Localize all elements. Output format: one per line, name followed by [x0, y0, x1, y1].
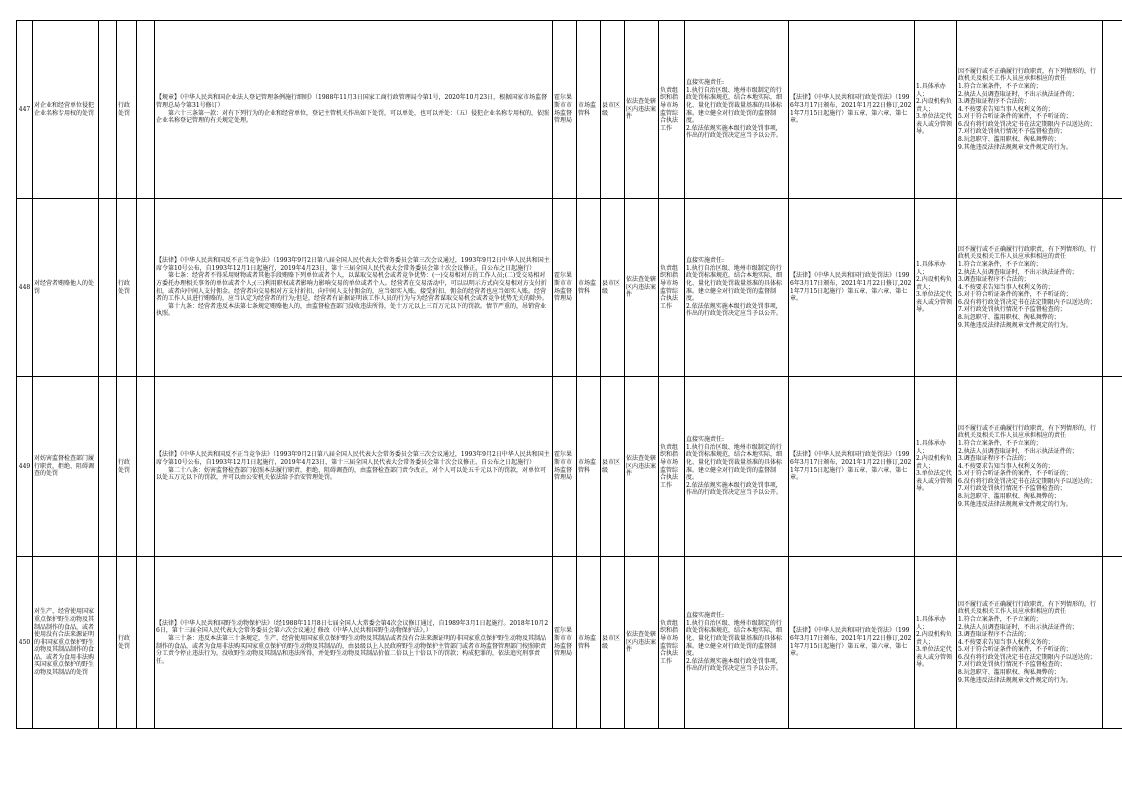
- table-body: [17, 21, 1122, 729]
- accountability-line: 4.不按要求告知当事人权利义务的；: [958, 283, 1054, 291]
- accountability-line: 9.其他违反法律法规规章文件规定的行为。: [958, 321, 1072, 329]
- table-row: [17, 377, 1122, 557]
- duty-basis-cell: [789, 377, 915, 557]
- resp-unit-cell: [659, 21, 685, 199]
- item-name-cell: [33, 377, 99, 557]
- duty-cell: [685, 199, 789, 377]
- duty-subject-cell: [915, 557, 957, 729]
- subject-cell: [553, 21, 577, 199]
- level-cell: [601, 377, 625, 557]
- accountability-cell: [957, 199, 1103, 377]
- legal-basis-paragraph: 【法律】《中华人民共和国野生动物保护法》（经1988年11月8日七届全国人大常委会第4次会议修订通过，自1989年3月1日起施行。2018年10月26日，第十三届全国人民代表大会常务委员会第六次会议通过 修改《中华人民共和国野生动物保护法》。）: [156, 619, 549, 635]
- scope-cell: [625, 377, 659, 557]
- sub-item-cell: [99, 557, 117, 729]
- duty-subject-line: 3.单位法定代表人或分管领导。: [916, 113, 953, 136]
- row-number: 449: [18, 462, 31, 470]
- item-code-cell: [137, 21, 155, 199]
- accountability-line: 5.对于符合听证条件的案件，不予听证的；: [958, 646, 1072, 654]
- scope-cell: [625, 21, 659, 199]
- accountability-line: 2.执法人员调查取证时，不出示执法证件的；: [958, 90, 1078, 98]
- duty-line: 2.依法依规实施本级行政处罚事项，作出的行政处罚决定应当予以公开。: [686, 302, 783, 318]
- row-number-cell: [17, 557, 33, 729]
- row-number-cell: [17, 21, 33, 199]
- undertaking-dept: 市场监管科: [578, 634, 597, 650]
- legal-basis-paragraph: 第六十三条第一款：对有下列行为的企业和经营单位，登记主管机关作出如下处罚，可以单处，也可以并处：（五）侵犯企业名称专用权的，依照企业名称登记管理的有关规定处理。: [156, 109, 550, 125]
- accountability-line: 5.对于符合听证条件的案件，不予听证的；: [958, 291, 1072, 299]
- accountability-line: 9.其他违反法律法规规章文件规定的行为。: [958, 676, 1072, 684]
- duty-subject-line: 1.具体承办人；: [916, 439, 946, 455]
- table-row: [17, 199, 1122, 377]
- undertaking-dept: 市场监管科: [578, 458, 597, 474]
- implementing-subject: 霍尔果斯市市场监督管理局: [554, 94, 573, 125]
- duty-line: 2.依法依规实施本级行政处罚事项，作出的行政处罚决定应当予以公开。: [686, 481, 783, 497]
- accountability-line: 2.执法人员调查取证时，不出示执法证件的；: [958, 623, 1078, 631]
- item-type: 行政处罚: [118, 458, 131, 474]
- legal-basis-paragraph: 【法律】《中华人民共和国反不正当竞争法》（1993年9月2日第八届全国人民代表大会常务委员会第三次会议通过，1993年9月2日中华人民共和国主席令第10号公布，自1993年12月1日起施行，2019年4月23日，第十三届全国人民代表大会常务委员会第十次会议修正，自公布之日起施行）: [156, 257, 550, 272]
- duty-subject-line: 1.具体承办人；: [916, 82, 946, 98]
- item-type-cell: [117, 557, 137, 729]
- legal-basis-paragraph: 第二十八条：妨害监督检查部门依照本法履行职责，拒绝、阻碍调查的，由监督检查部门责令改正，对个人可以处五千元以下的罚款，对单位可以处五万元以下的罚款，并可以由公安机关依法给予治安管理处罚。: [156, 466, 547, 482]
- legal-basis-paragraph: 第十九条：经营者违反本法第七条规定贿赂他人的，由监督检查部门没收违法所得，处十万元以上三百万元以下的罚款。情节严重的，吊销营业执照。: [156, 302, 547, 318]
- accountability-line: 1.符合立案条件，不予立案的；: [958, 260, 1042, 268]
- accountability-line: 2.执法人员调查取证时，不出示执法证件的；: [958, 268, 1078, 276]
- accountability-line: 3.调查取证程序不合法的；: [958, 631, 1030, 639]
- accountability-line: 4.不按要求告知当事人权利义务的；: [958, 105, 1054, 113]
- dept-cell: [577, 377, 601, 557]
- subject-cell: [553, 557, 577, 729]
- level-cell: [601, 199, 625, 377]
- accountability-line: 6.没有将行政处罚决定书在法定期限内予以送达的；: [958, 298, 1096, 306]
- item-type-cell: [117, 21, 137, 199]
- legal-basis-cell: [155, 377, 553, 557]
- duty-basis: 【法律】《中华人民共和国行政处罚法》（1996年3月17日颁布，2021年1月22日修订,2021年7月15日起施行）第五章、第六章、第七章。: [790, 451, 912, 482]
- dept-cell: [577, 199, 601, 377]
- duty-cell: [685, 557, 789, 729]
- item-type-cell: [117, 199, 137, 377]
- level-cell: [601, 21, 625, 199]
- duty-basis: 【法律】《中华人民共和国行政处罚法》（1996年3月17日颁布，2021年1月22日修订,2021年7月15日起施行）第五章、第六章、第七章。: [790, 627, 912, 658]
- duty-line: 直接实施责任:: [686, 436, 725, 444]
- accountability-line: 因不履行或不正确履行行政职责，有下列情形的，行政机关及相关工作人员应承担相应的责任: [958, 600, 1097, 616]
- accountability-line: 5.对于符合听证条件的案件，不予听证的；: [958, 470, 1072, 478]
- remark-cell: [1103, 21, 1122, 199]
- jurisdiction-scope: 依法查处辖区内违法案件: [626, 455, 657, 478]
- exercise-level: 县市区级: [602, 279, 621, 295]
- accountability-line: 9.其他违反法律法规规章文件规定的行为。: [958, 143, 1072, 151]
- accountability-line: 2.执法人员调查取证时，不出示执法证件的；: [958, 447, 1078, 455]
- accountability-line: 9.其他违反法律法规规章文件规定的行为。: [958, 500, 1072, 508]
- accountability-line: 8.玩忽职守、滥用职权、徇私舞弊的；: [958, 493, 1060, 501]
- jurisdiction-scope: 依法查处辖区内违法案件: [626, 276, 657, 299]
- sub-item-cell: [99, 199, 117, 377]
- duty-subject-line: 2.内设机构负责人；: [916, 98, 952, 113]
- item-type: 行政处罚: [118, 634, 131, 650]
- dept-cell: [577, 557, 601, 729]
- accountability-line: 8.玩忽职守、滥用职权、徇私舞弊的；: [958, 314, 1060, 322]
- accountability-line: 7.对行政处罚执行情况不予监督检查的；: [958, 485, 1066, 493]
- accountability-line: 4.不按要求告知当事人权利义务的；: [958, 638, 1054, 646]
- duty-basis: 【法律】《中华人民共和国行政处罚法》（1996年3月17日颁布，2021年1月22日修订,2021年7月15日起施行）第五章、第六章、第七章。: [790, 272, 912, 303]
- duty-subject-cell: [915, 377, 957, 557]
- duty-cell: [685, 377, 789, 557]
- duty-line: 1.执行自治区级、地州市级制定的行政处罚标准规范，结合本地实际，细化、量化行政处罚裁量基准的具体标准。建立健全对行政处罚的监督制度。: [686, 86, 783, 125]
- accountability-cell: [957, 557, 1103, 729]
- item-name-cell: [33, 199, 99, 377]
- item-name: 对经营者贿赂他人的处罚: [34, 279, 95, 295]
- subject-cell: [553, 199, 577, 377]
- duty-line: 1.执行自治区级、地州市级制定的行政处罚标准规范，结合本地实际，细化、量化行政处罚裁量基准的具体标准。建立健全对行政处罚的监督制度。: [686, 619, 783, 658]
- accountability-line: 因不履行或不正确履行行政职责，有下列情形的，行政机关及相关工作人员应承担相应的责任: [958, 245, 1097, 261]
- remark-cell: [1103, 557, 1122, 729]
- level-cell: [601, 557, 625, 729]
- accountability-line: 3.调查取证程序不合法的；: [958, 455, 1030, 463]
- table-row: [17, 557, 1122, 729]
- responsible-unit: 负责组织和指导市场监管综合执法工作: [660, 264, 679, 310]
- item-type-cell: [117, 377, 137, 557]
- responsible-unit: 负责组织和指导市场监管综合执法工作: [660, 619, 679, 665]
- accountability-line: 8.玩忽职守、滥用职权、徇私舞弊的；: [958, 136, 1060, 144]
- duty-subject-line: 2.内设机构负责人；: [916, 455, 952, 470]
- duty-line: 直接实施责任:: [686, 612, 725, 620]
- legal-basis-cell: [155, 199, 553, 377]
- duty-basis-cell: [789, 199, 915, 377]
- item-type: 行政处罚: [118, 279, 131, 295]
- accountability-line: 7.对行政处罚执行情况不予监督检查的；: [958, 128, 1066, 136]
- item-code-cell: [137, 199, 155, 377]
- responsible-unit: 负责组织和指导市场监管综合执法工作: [660, 86, 679, 132]
- table-row: [17, 21, 1122, 199]
- accountability-line: 7.对行政处罚执行情况不予监督检查的；: [958, 306, 1066, 314]
- remark-cell: [1103, 377, 1122, 557]
- row-number: 448: [18, 283, 31, 291]
- item-name: 对生产、经营使用国家重点保护野生动物及其制品制作的食品，或者使用没有合法来源证明的非国家重点保护野生动物及其制品制作的食品，或者为食用非法购买国家重点保护的野生动物及其制品的处罚: [34, 608, 95, 677]
- accountability-cell: [957, 377, 1103, 557]
- accountability-line: 6.没有将行政处罚决定书在法定期限内予以送达的；: [958, 477, 1096, 485]
- exercise-level: 县市区级: [602, 101, 621, 117]
- accountability-line: 3.调查取证程序不合法的；: [958, 98, 1030, 106]
- scope-cell: [625, 557, 659, 729]
- responsibility-table: [16, 20, 1122, 729]
- item-name-cell: [33, 21, 99, 199]
- row-number: 447: [18, 105, 31, 113]
- duty-subject-line: 2.内设机构负责人；: [916, 631, 952, 646]
- resp-unit-cell: [659, 377, 685, 557]
- accountability-line: 3.调查取证程序不合法的；: [958, 276, 1030, 284]
- accountability-line: 因不履行或不正确履行行政职责，有下列情形的，行政机关及相关工作人员应承担相应的责任: [958, 67, 1097, 83]
- item-type: 行政处罚: [118, 101, 131, 117]
- sub-item-cell: [99, 377, 117, 557]
- duty-subject-line: 2.内设机构负责人；: [916, 276, 952, 291]
- duty-subject-line: 3.单位法定代表人或分管领导。: [916, 291, 953, 314]
- remark-cell: [1103, 199, 1122, 377]
- resp-unit-cell: [659, 557, 685, 729]
- implementing-subject: 霍尔果斯市市场监督管理局: [554, 451, 573, 482]
- legal-basis-paragraph: 第三十条：违反本法第三十条规定，生产、经营使用国家重点保护野生动物及其制品或者没有合法来源证明的非国家重点保护野生动物及其制品制作的食品，或者为食用非法购买国家重点保护的野生动物及其制品的，由县级以上人民政府野生动物保护主管部门或者市场监督管理部门按照职责分工责令停止违法行为，没收野生动物及其制品和违法所得，并处野生动物及其制品价值二倍以上十倍以下的罚款；构成犯罪的，依法追究刑事责任。: [156, 634, 547, 665]
- item-code-cell: [137, 377, 155, 557]
- item-name-cell: [33, 557, 99, 729]
- accountability-line: 6.没有将行政处罚决定书在法定期限内予以送达的；: [958, 120, 1096, 128]
- duty-cell: [685, 21, 789, 199]
- legal-basis-paragraph: 第七条：经营者不得采用财物或者其他手段贿赂下列单位或者个人，以谋取交易机会或者竞争优势：(一)交易相对方的工作人员;(二)受交易相对方委托办理相关事务的单位或者个人;(三)利用职权或者影响力影响交易的单位或者个人。经营者在交易活动中，可以以明示方式向交易相对方支付折扣，或者向中间人支付佣金。经营者向交易相对方支付折扣、向中间人支付佣金的，应当如实入账。接受折扣、佣金的经营者也应当如实入账。经营者的工作人员进行贿赂的，应当认定为经营者的行为;但是，经营者有证据证明该工作人员的行为与为经营者谋取交易机会或者竞争优势无关的除外。: [156, 272, 549, 303]
- duty-line: 直接实施责任:: [686, 257, 725, 265]
- accountability-line: 8.玩忽职守、滥用职权、徇私舞弊的；: [958, 669, 1060, 677]
- legal-basis-paragraph: 【法律】《中华人民共和国反不正当竞争法》（1993年9月2日第八届全国人民代表大会常务委员会第三次会议通过，1993年9月2日中华人民共和国主席令第10号公布，自1993年12月1日起施行，2019年4月23日，第十三届全国人民代表大会常务委员会第十次会议修正，自公布之日起施行）: [156, 451, 550, 466]
- accountability-line: 1.符合立案条件，不予立案的；: [958, 615, 1042, 623]
- jurisdiction-scope: 依法查处辖区内违法案件: [626, 631, 657, 654]
- duty-line: 1.执行自治区级、地州市级制定的行政处罚标准规范，结合本地实际，细化、量化行政处罚裁量基准的具体标准。建立健全对行政处罚的监督制度。: [686, 264, 783, 303]
- legal-basis-paragraph: 【规章】《中华人民共和国企业法人登记管理条例施行细则》（1988年11月3日国家工商行政管理局令第1号，2020年10月23日，根据国家市场监督管理总局令第31号修订）: [156, 94, 548, 109]
- duty-subject-cell: [915, 199, 957, 377]
- item-name: 对妨害监督检查部门履行职责，拒绝、阻碍调查的处罚: [34, 455, 95, 478]
- duty-line: 直接实施责任:: [686, 79, 725, 87]
- dept-cell: [577, 21, 601, 199]
- row-number-cell: [17, 377, 33, 557]
- duty-subject-line: 1.具体承办人；: [916, 260, 946, 276]
- resp-unit-cell: [659, 199, 685, 377]
- legal-basis-cell: [155, 21, 553, 199]
- item-code-cell: [137, 557, 155, 729]
- accountability-line: 1.符合立案条件，不予立案的；: [958, 82, 1042, 90]
- undertaking-dept: 市场监管科: [578, 279, 597, 295]
- subject-cell: [553, 377, 577, 557]
- duty-subject-line: 3.单位法定代表人或分管领导。: [916, 470, 953, 493]
- duty-subject-line: 3.单位法定代表人或分管领导。: [916, 646, 953, 669]
- exercise-level: 县市区级: [602, 634, 621, 650]
- scope-cell: [625, 199, 659, 377]
- legal-basis-cell: [155, 557, 553, 729]
- item-name: 对企业和经营单位侵犯企业名称专用权的处罚: [34, 101, 95, 117]
- exercise-level: 县市区级: [602, 458, 621, 474]
- duty-basis-cell: [789, 21, 915, 199]
- accountability-line: 6.没有将行政处罚决定书在法定期限内予以送达的；: [958, 653, 1096, 661]
- responsible-unit: 负责组织和指导市场监管综合执法工作: [660, 443, 679, 489]
- duty-basis: 【法律】《中华人民共和国行政处罚法》（1996年3月17日颁布，2021年1月22日修订,2021年7月15日起施行）第五章、第六章、第七章。: [790, 94, 912, 125]
- duty-basis-cell: [789, 557, 915, 729]
- accountability-line: 1.符合立案条件，不予立案的；: [958, 439, 1042, 447]
- implementing-subject: 霍尔果斯市市场监督管理局: [554, 627, 573, 658]
- undertaking-dept: 市场监管科: [578, 101, 597, 117]
- row-number: 450: [18, 638, 31, 646]
- duty-subject-line: 1.具体承办人；: [916, 615, 946, 631]
- duty-line: 1.执行自治区级、地州市级制定的行政处罚标准规范，结合本地实际，细化、量化行政处罚裁量基准的具体标准。建立健全对行政处罚的监督制度。: [686, 443, 783, 482]
- duty-subject-cell: [915, 21, 957, 199]
- accountability-cell: [957, 21, 1103, 199]
- accountability-line: 7.对行政处罚执行情况不予监督检查的；: [958, 661, 1066, 669]
- duty-line: 2.依法依规实施本级行政处罚事项，作出的行政处罚决定应当予以公开。: [686, 124, 783, 140]
- row-number-cell: [17, 199, 33, 377]
- duty-line: 2.依法依规实施本级行政处罚事项，作出的行政处罚决定应当予以公开。: [686, 657, 783, 673]
- accountability-line: 4.不按要求告知当事人权利义务的；: [958, 462, 1054, 470]
- accountability-line: 因不履行或不正确履行行政职责，有下列情形的，行政机关及相关工作人员应承担相应的责任: [958, 424, 1097, 440]
- accountability-line: 5.对于符合听证条件的案件，不予听证的；: [958, 113, 1072, 121]
- implementing-subject: 霍尔果斯市市场监督管理局: [554, 272, 573, 303]
- sub-item-cell: [99, 21, 117, 199]
- jurisdiction-scope: 依法查处辖区内违法案件: [626, 98, 657, 121]
